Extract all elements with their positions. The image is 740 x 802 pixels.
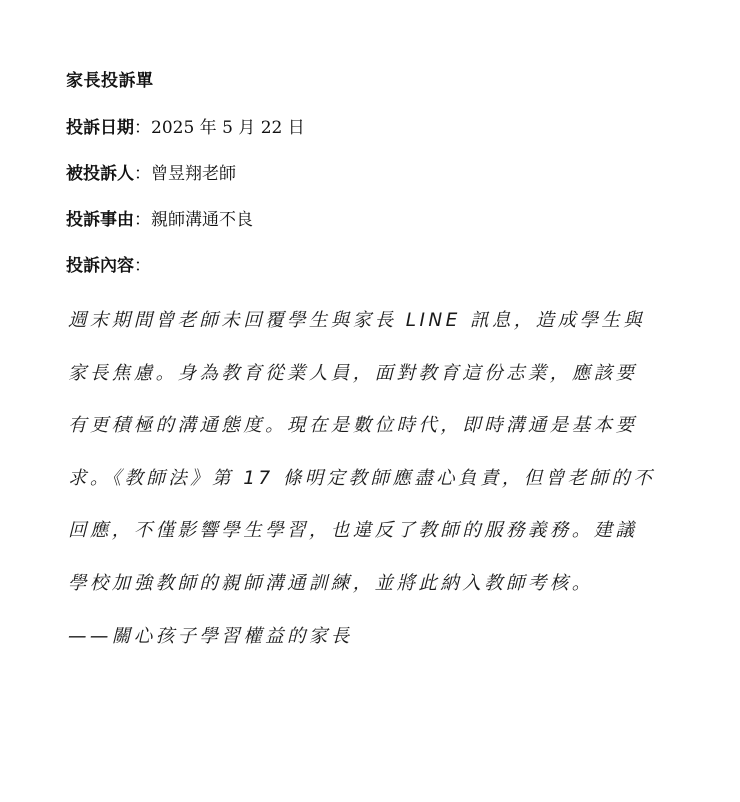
field-value: 曾昱翔老師 [151,164,236,184]
field-label: 被投訴人 [66,164,134,184]
field-label: 投訴內容 [66,256,134,276]
content-line: 求。《教師法》第 17 條明定教師應盡心負責，但曾老師的不 [68,467,656,489]
field-label: 投訴日期 [66,118,134,138]
content-line: 回應，不僅影響學生學習，也違反了教師的服務義務。建議 [68,520,638,541]
content-line: 家長焦慮。身為教育從業人員，面對教育這份志業，應該要 [68,362,638,384]
field-label: 投訴事由 [66,210,134,230]
content-line: 學校加強教師的親師溝通訓練，並將此納入教師考核。 [68,572,594,594]
form-title: 家長投訴單 [66,71,154,91]
field-complaint-reason [66,205,253,230]
content-line: 週末期間曾老師未回覆學生與家長 LINE 訊息，造成學生與 [68,310,646,331]
field-value: 親師溝通不良 [151,210,253,230]
signature-line: ——關心孩子學習權益的家長 [68,626,353,647]
field-separator: ： [134,256,151,276]
field-complaint-date [66,113,305,138]
field-complained-person [66,159,236,184]
field-value: 2025 年 5 月 22 日 [151,118,305,138]
complaint-content-body [68,295,668,610]
field-separator: ： [134,210,151,230]
field-separator: ： [134,164,151,184]
field-complaint-content [66,251,151,276]
field-separator: ： [134,118,151,138]
content-line: 有更積極的溝通態度。現在是數位時代，即時溝通是基本要 [68,415,638,436]
